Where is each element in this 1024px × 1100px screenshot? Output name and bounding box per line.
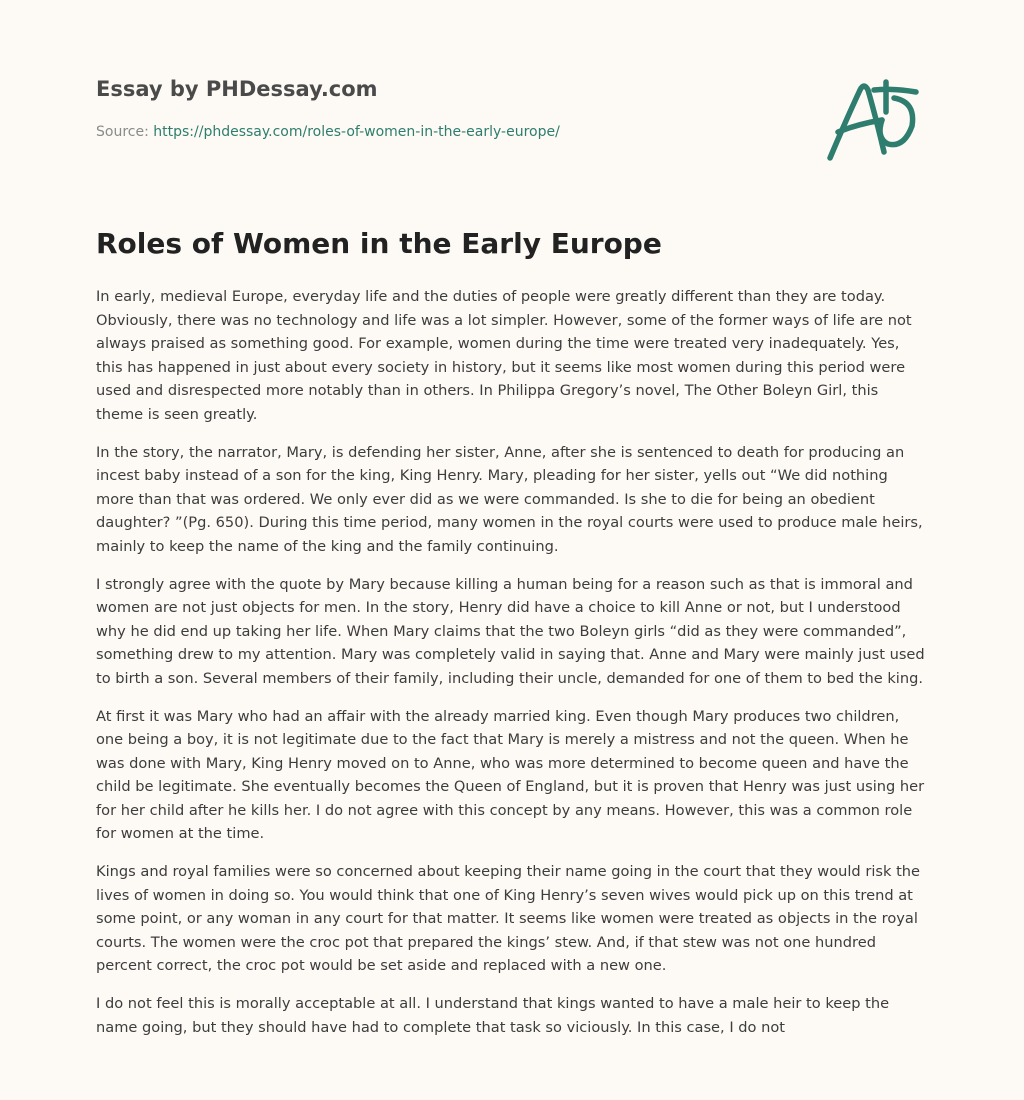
- essay-paragraph: At first it was Mary who had an affair with the already married king. Even though Mary produces two children, one being a boy, it is not legitimate due to the fact that Mary is merely a mistress and not the queen. When he was done with Mary, King Henry moved on to Anne, who was more determined to become queen and have the child be legitimate. She eventually becomes the Queen of England, but it is proven that Henry was just using her for her child after he kills her. I do not agree with this concept by any means. However, this was a common role for women at the time.: [96, 707, 925, 843]
- essay-paragraph: I do not feel this is morally acceptable at all. I understand that kings wanted to have a male heir to keep the name going, but they should have had to complete that task so viciously. In this case, I do not: [96, 995, 890, 1036]
- essay-paragraph: Kings and royal families were so concerned about keeping their name going in the court that they would risk the lives of women in doing so. You would think that one of King Henry’s seven wives would pick up on this trend at some point, or any woman in any court for that matter. It seems like women were treated as objects in the royal courts. The women were the croc pot that prepared the kings’ stew. And, if that stew was not one hundred percent correct, the croc pot would be set aside and replaced with a new one.: [96, 863, 921, 975]
- site-title: Essay by PHDessay.com: [96, 77, 378, 101]
- essay-paragraph: In early, medieval Europe, everyday life and the duties of people were greatly different than they are today. Obviously, there was no technology and life was a lot simpler. However, some of the former ways of life are not always praised as something good. For example, women during the time were treated very inadequately. Yes, this has happened in just about every society in history, but it seems like most women during this period were used and disrespected more notably than in others. In Philippa Gregory’s novel, The Other Boleyn Girl, this theme is seen greatly.: [96, 288, 912, 423]
- a-plus-logo-icon: [824, 68, 924, 164]
- source-label: Source:: [96, 124, 154, 140]
- essay-paragraph: In the story, the narrator, Mary, is defending her sister, Anne, after she is sentenced to death for producing an incest baby instead of a son for the king, King Henry. Mary, pleading for her sister, yells out “We did nothing more than that was ordered. We only ever did as we were commanded. Is she to die for being an obedient daughter? ”(Pg. 650). During this time period, many women in the royal courts were used to produce male heirs, mainly to keep the name of the king and the family continuing.: [96, 443, 923, 555]
- source-link[interactable]: https://phdessay.com/roles-of-women-in-the-early-europe/: [153, 124, 560, 140]
- source-line: [96, 124, 560, 140]
- essay-paragraph: I strongly agree with the quote by Mary because killing a human being for a reason such as that is immoral and women are not just objects for men. In the story, Henry did have a choice to kill Anne or not, but I understood why he did end up taking her life. When Mary claims that the two Boleyn girls “did as they were commanded”, something drew to my attention. Mary was completely valid in saying that. Anne and Mary were mainly just used to birth a son. Several members of their family, including their uncle, demanded for one of them to bed the king.: [96, 575, 925, 687]
- header: [96, 0, 928, 200]
- essay-body: [96, 285, 928, 1053]
- essay-title: Roles of Women in the Early Europe: [96, 227, 662, 260]
- document-page: [96, 0, 928, 1036]
